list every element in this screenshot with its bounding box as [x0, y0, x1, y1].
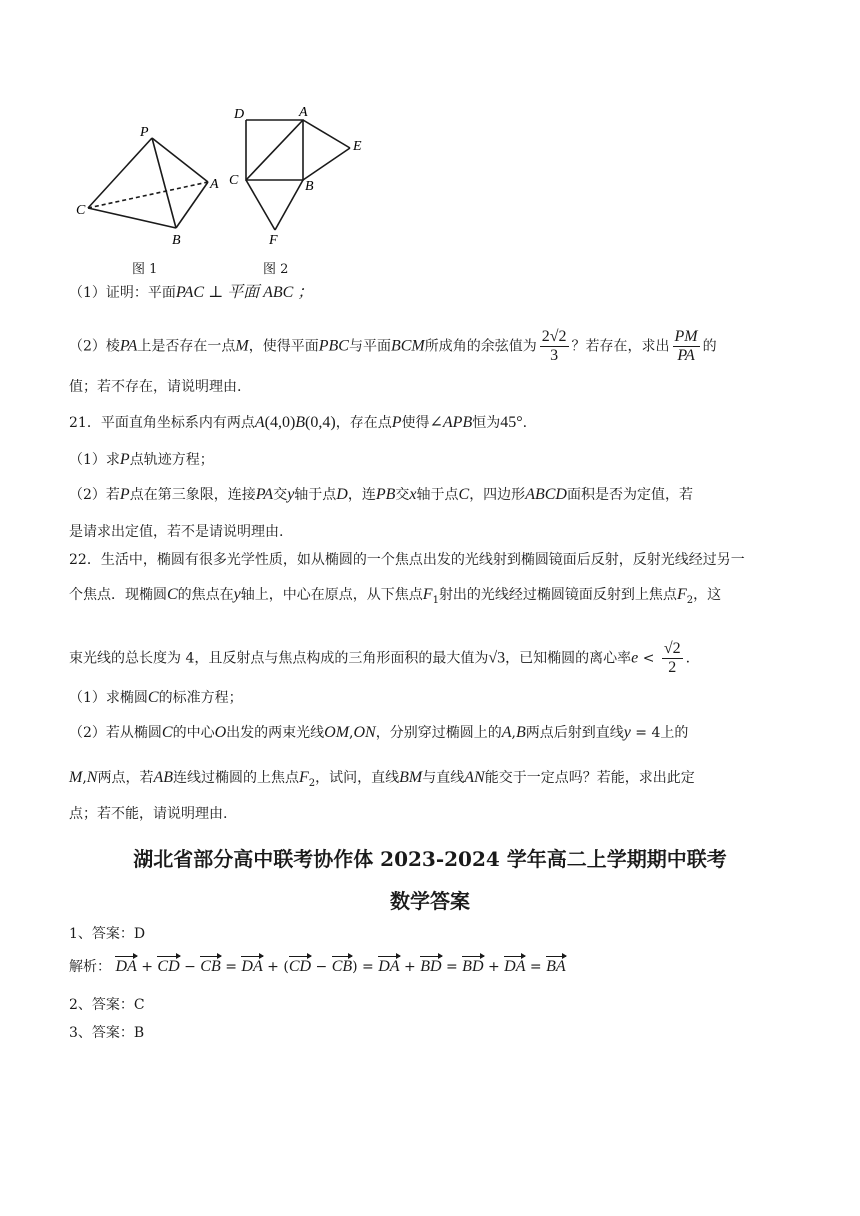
fig2-label-F: F — [269, 233, 278, 248]
q22-part2-b: M,N两点，若AB连线过椭圆的上焦点$F_2$，试问，直线BM与直线AN能交于一定点吗？若能，求出此定 — [69, 769, 695, 789]
figure-2-caption: 图 2 — [263, 262, 289, 277]
answer-2: 2、答案：C — [69, 997, 145, 1013]
answers-title: 湖北省部分高中联考协作体 2023-2024 学年高二上学期期中联考 — [133, 847, 727, 871]
fig2-label-B: B — [305, 179, 314, 194]
fig1-label-P: P — [140, 125, 149, 140]
answer-3: 3、答案：B — [69, 1025, 145, 1041]
answer-1: 1、答案：D — [69, 926, 146, 942]
fraction-root2-over-2: $\frac{√2}{2}$ — [663, 640, 681, 676]
fraction-2root2-over-3: $\frac{2√2}{3}$ — [541, 328, 567, 364]
q22-part2-end: 点；若不能，请说明理由. — [69, 806, 228, 822]
fig2-label-C: C — [229, 173, 239, 188]
q21-stem: 21．平面直角坐标系内有两点A(4,0)B(0,4)，存在点P使得∠APB恒为45°. — [69, 414, 528, 431]
figure-1-caption: 图 1 — [132, 262, 158, 277]
answer-1-analysis: 解析： DA + CD − CB = DA + (CD − CB) = DA + BD = BD + DA = BA — [69, 958, 566, 975]
q21-part2: （2）若P点在第三象限，连接PA交y轴于点D，连PB交x轴于点C，四边形ABCD面积是否为定值，若 — [69, 486, 693, 503]
q22-line3: 束光线的总长度为 4，且反射点与焦点构成的三角形面积的最大值为√3，已知椭圆的离心率e < $\frac{√2}{2}$ . — [69, 640, 691, 676]
fig1-label-B: B — [172, 233, 181, 248]
fig2-label-E: E — [353, 139, 362, 154]
q22-part2: （2）若从椭圆C的中心O出发的两束光线OM,ON，分别穿过椭圆上的A,B两点后射到直线y = 4上的 — [69, 724, 689, 741]
q22-part1: （1）求椭圆C的标准方程； — [69, 689, 243, 706]
q22-line2: 个焦点．现椭圆C的焦点在y轴上，中心在原点，从下焦点$F_1$射出的光线经过椭圆镜面反射到上焦点$F_2$，这 — [69, 586, 722, 606]
q21-part1: （1）求P点轨迹方程； — [69, 451, 214, 468]
fig1-label-A: A — [210, 177, 219, 192]
q22-line1: 22．生活中，椭圆有很多光学性质，如从椭圆的一个焦点出发的光线射到椭圆镜面后反射，反射光线经过另一 — [69, 552, 745, 568]
figure-2-net — [225, 100, 375, 250]
q20-part1: （1）证明：平面PAC ⊥ 平面 ABC ； — [69, 284, 314, 301]
fraction-PM-over-PA: $\frac{PM}{PA}$ — [674, 328, 698, 364]
q21-part2-end: 是请求出定值，若不是请说明理由. — [69, 524, 284, 540]
q20-part2: （2）棱PA上是否存在一点M，使得平面PBC与平面BCM所成角的余弦值为 $\frac{2√2}{3}$ ？若存在，求出 $\frac{PM}{PA}$ 的 — [69, 328, 717, 364]
fig2-label-D: D — [234, 107, 245, 122]
q20-part2-end: 值；若不存在，请说明理由. — [69, 379, 242, 395]
fig2-label-A: A — [299, 105, 308, 120]
fig1-label-C: C — [76, 203, 86, 218]
answers-subtitle: 数学答案 — [390, 889, 470, 913]
figure-1-pyramid — [70, 110, 230, 250]
